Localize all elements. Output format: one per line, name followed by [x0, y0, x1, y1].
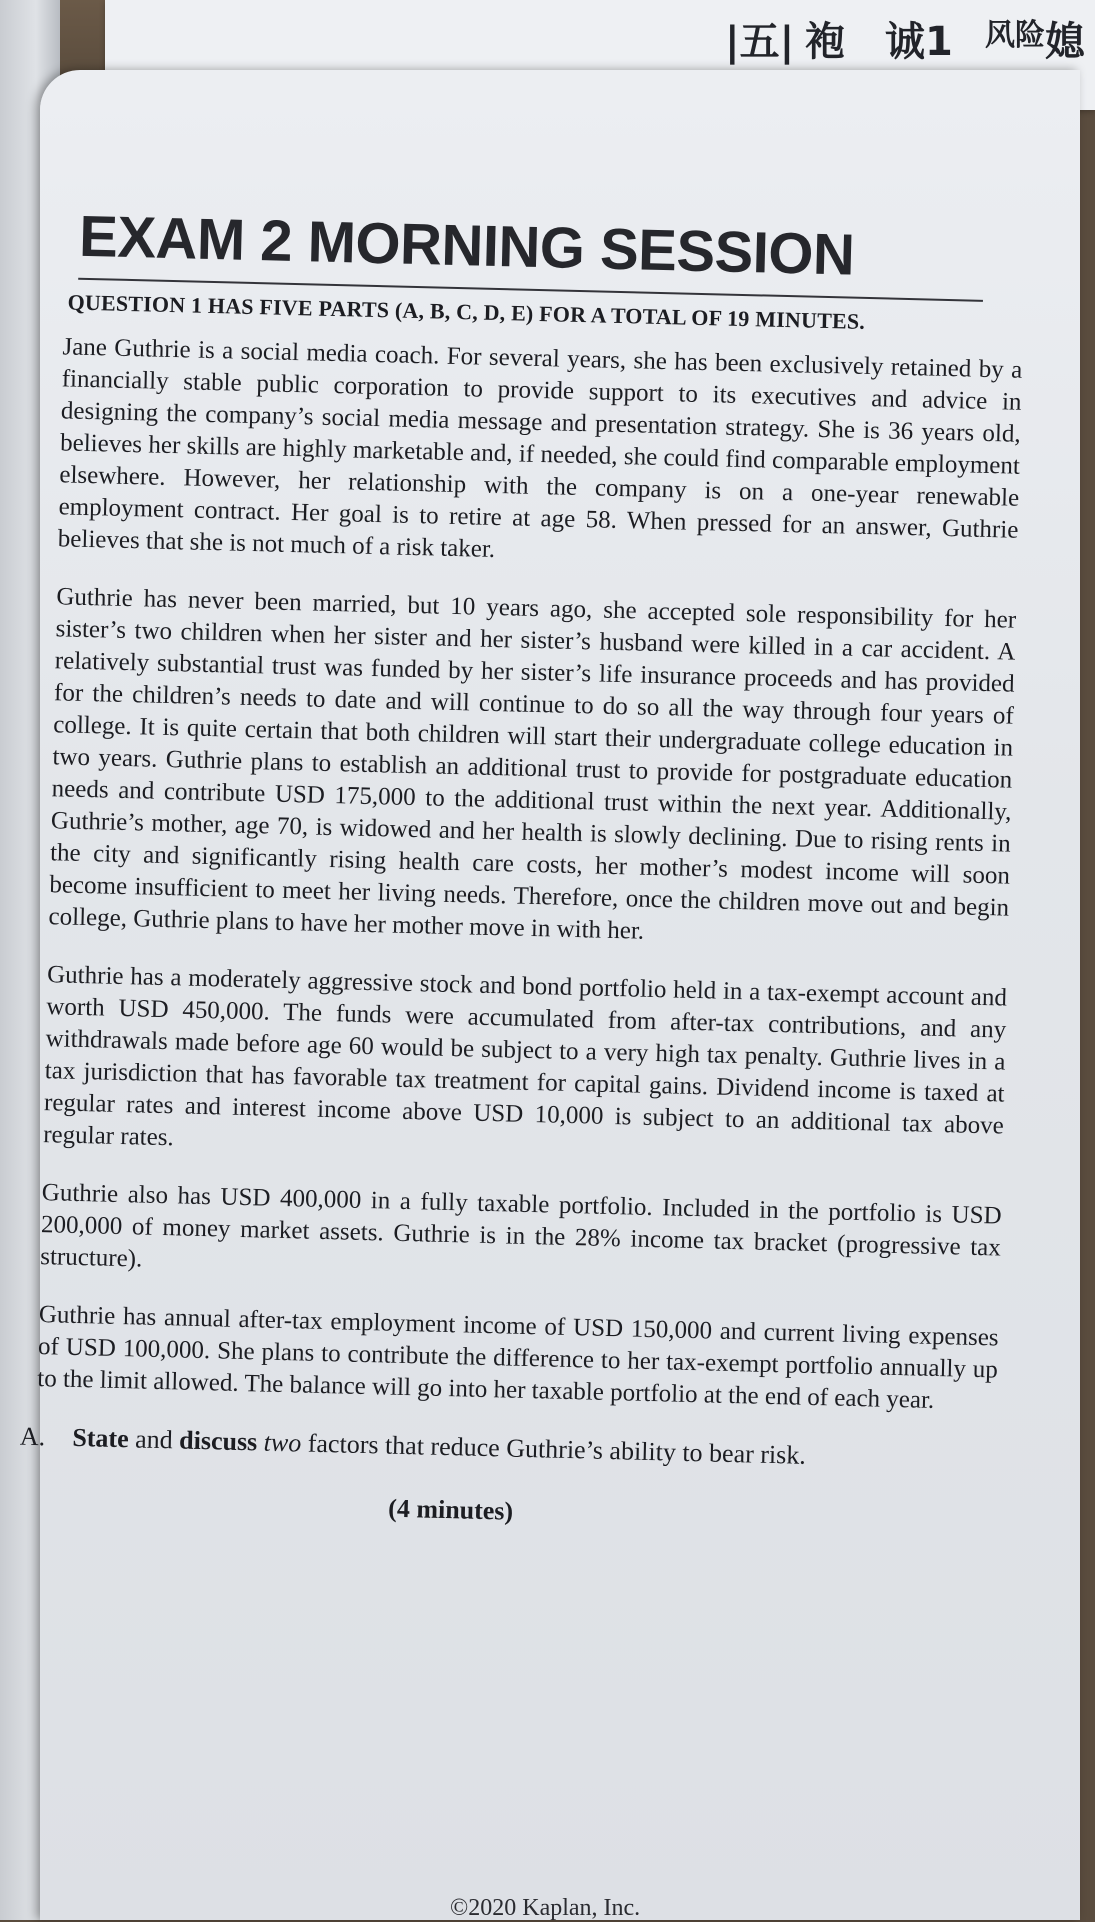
question-and: and [134, 1424, 174, 1455]
question-verb-state: State [72, 1422, 130, 1454]
question-text: factors that reduce Guthrie’s ability to bear risk. [307, 1428, 807, 1470]
question-letter: A. [19, 1421, 46, 1452]
paragraph-5: Guthrie has annual after-tax employment income of USD 150,000 and current living expenses of USD 100,000. She plans to contribute the difference to her tax-exempt portfolio annually up to the limit allowed. The balance will go into her taxable portfolio at the end of each year. [36, 1301, 999, 1414]
handwritten-note-4: 风险 [985, 18, 1045, 53]
question-header: QUESTION 1 HAS FIVE PARTS (A, B, C, D, E) FOR A TOTAL OF 19 MINUTES. [67, 289, 866, 334]
handwritten-note-3: 诚1 [885, 19, 953, 65]
question-count: two [263, 1427, 302, 1458]
paragraph-4: Guthrie also has USD 400,000 in a fully taxable portfolio. Included in the portfolio is USD 200,000 of money market assets. Guthrie is in the 28% income tax bracket (progressive tax structure). [39, 1179, 1002, 1273]
handwritten-note-5: 媳 [1045, 19, 1085, 65]
handwritten-note-2: 袍 [805, 19, 845, 65]
paragraph-1: Jane Guthrie is a social media coach. For several years, she has been exclusively retained by a financially stable public corporation to provide support to its executives and advice in designing the company’s social media message and presentation strategy. She is 36 years old, believes her skills are highly marketable and, if needed, she could find comparable employment elsewhere. However, her relationship with the company is on a one-year renewable employment contract. Her goal is to retire at age 58. When pressed for an answer, Guthrie believes that she is not much of a risk taker. [57, 333, 1023, 563]
question-a [20, 1421, 1040, 1478]
paragraph-2: Guthrie has never been married, but 10 years ago, she accepted sole responsibility for her sister’s two children when her sister and her sister’s husband were killed in a car accident. A relatively substantial trust was funded by her sister’s life insurance proceeds and has provided for the children’s needs to date and will continue to do so all the way through four years of college. It is quite certain that both children will start their undergraduate college education in two years. Guthrie plans to establish an additional trust to provide for postgraduate education needs and contribute USD 175,000 to the additional trust within the next year. Additionally, Guthrie’s mother, age 70, is widowed and her health is slowly declining. Due to rising rents in the city and significantly rising health care costs, her mother’s modest income will soon become insufficient to meet her living needs. Therefore, once the children move out and begin college, Guthrie plans to have her mother move in with her. [48, 583, 1017, 945]
page-content [18, 205, 1070, 1540]
page-title: EXAM 2 MORNING SESSION [78, 203, 856, 288]
paragraph-3: Guthrie has a moderately aggressive stock and bond portfolio held in a tax-exempt account and worth USD 450,000. The funds were accumulated from after-tax contributions, and any withdrawals made before age 60 would be subject to a very high tax penalty. Guthrie lives in a tax jurisdiction that has favorable tax treatment for capital gains. Dividend income is taxed at regular rates and interest income above USD 10,000 is subject to an additional tax above regular rates. [42, 961, 1008, 1152]
question-minutes: (4 minutes) [387, 1493, 514, 1526]
copyright-footer: ©2020 Kaplan, Inc. [450, 1895, 641, 1921]
question-verb-discuss: discuss [178, 1425, 258, 1457]
handwritten-note-1: |五| [725, 19, 795, 65]
